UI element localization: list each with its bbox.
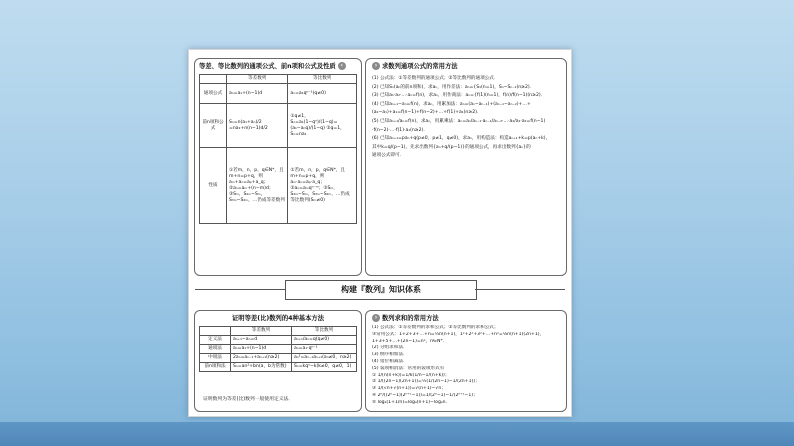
row-label: 前n项和法 — [200, 363, 231, 372]
list-item: ① 1/(n(n+k))=1/k(1/n−1/(n+k))； — [372, 372, 450, 378]
row-label: 定义法 — [200, 336, 231, 345]
list-item: (2) 分组求和法． — [372, 345, 408, 351]
list-item: (a₂−a₁)+a₁=f(n−1)+f(n−2)+…+f(1)+a₁(n≥2)． — [372, 110, 482, 116]
bottom-band — [0, 422, 794, 446]
table-cell: aₙ₊₁−aₙ=d — [231, 336, 292, 345]
table-cell: aₙ=a₁qⁿ⁻¹(q≠0) — [288, 84, 357, 104]
table-header-cell: 等比数列 — [288, 75, 357, 84]
table-cell: aₙ=a₁+(n−1)d — [231, 345, 292, 354]
summation-list — [372, 325, 561, 407]
table-cell: aₙ=a₁·qⁿ⁻¹ — [291, 345, 356, 354]
table-cell: ①q≠1，Sₙ=a₁(1−qⁿ)/(1−q)=(a₁−aₙq)/(1−q) ②q=1，Sₙ=na₁ — [288, 104, 357, 148]
knowledge-sheet — [188, 49, 572, 417]
row-label: 通项法 — [200, 345, 231, 354]
panel-arithmetic-geometric-formulas — [194, 58, 362, 276]
table-header-cell — [200, 75, 227, 84]
proof-table — [199, 326, 357, 372]
banner-divider-left — [195, 289, 285, 290]
chevron-right-icon: › — [372, 314, 380, 322]
panel-title-text: 数列求和的常用方法 — [382, 315, 439, 322]
list-item: (4) 错位相减法． — [372, 358, 408, 364]
table-row — [200, 345, 357, 354]
formula-table — [199, 74, 357, 224]
panel-proof-methods — [194, 310, 362, 412]
table-cell: aₙ=a₁+(n−1)d — [227, 84, 288, 104]
table-cell: Sₙ=an²+bn(a，b为常数) — [231, 363, 292, 372]
list-item: (3) 已知a₁·a₂·…·aₙ=f(n)，求aₙ，用作商法：aₙ={f(1)(n=1)，f(n)/f(n−1)(n≥2)． — [372, 93, 546, 99]
table-row — [200, 84, 357, 104]
table-row — [200, 336, 357, 345]
list-item: ③ 1/(√n+√(n+1))=√(n+1)−√n； — [372, 386, 446, 392]
row-label: 中项法 — [200, 354, 231, 363]
list-item: (1) 公式法：①等差数列的求和公式；②等比数列的求和公式； — [372, 325, 499, 330]
table-header-cell: 等比数列 — [291, 327, 356, 336]
list-item: 其中k=q/(p−1)，先求出数列{aₙ+q/(p−1)}的通项公式，再求出数列{aₙ}的 — [372, 144, 531, 150]
table-row — [200, 354, 357, 363]
table-cell: Sₙ=kqⁿ−k(k≠0，q≠0，1) — [291, 363, 356, 372]
list-item: (5) 已知aₙ₊₁/aₙ=f(n)，求aₙ，用累乘法：aₙ=aₙ/aₙ₋₁·aₙ₋₁/aₙ₋₂·…·a₂/a₁·a₁=f(n−1) — [372, 118, 546, 124]
table-cell: aₙ₊₁/aₙ=q(q≠0) — [291, 336, 356, 345]
list-item: (1) 公式法：①等差数列的通项公式；②等比数列的通项公式． — [372, 76, 499, 81]
list-item: (4) 已知aₙ₊₁−aₙ=f(n)，求aₙ，用累加法：aₙ=(aₙ−aₙ₋₁)+(aₙ₋₁−aₙ₋₂)+…+ — [372, 101, 531, 107]
table-cell: ①若m，n，p，q∈N*，且m+n=p+q，则aₘ+aₙ=aₚ+a_q；②aₙ=aₘ+(n−m)d；③Sₘ，S₂ₘ−Sₘ，S₃ₘ−S₂ₘ，…仍成等差数列 — [227, 148, 288, 224]
list-item: ⑤ logₐ(1+1/n)=logₐ(n+1)−logₐn． — [372, 399, 451, 405]
list-item: (2) 已知Sₙ(aₙ的前n项和)，求aₙ，用作差法：aₙ={S₁(n=1)，Sₙ−Sₙ₋₁(n≥2)． — [372, 84, 535, 90]
chevron-right-icon: › — [372, 62, 380, 70]
table-row — [200, 363, 357, 372]
panel-title — [370, 313, 562, 324]
row-label: 前n项和公式 — [200, 104, 227, 148]
panel-title-text: 等差、等比数列的通项公式、前n项和公式及性质 — [199, 63, 336, 70]
table-header-cell: 等差数列 — [227, 75, 288, 84]
list-item: (3) 倒序相加法． — [372, 352, 408, 358]
row-label: 通项公式 — [200, 84, 227, 104]
list-item: (6) 已知aₙ₊₁=paₙ+q(p≠0，p≠1，q≠0)，求aₙ，用构造法：构造aₙ₊₁+k=p(aₙ+k)， — [372, 136, 551, 142]
chevron-left-icon: ‹ — [338, 62, 346, 70]
panel-title — [199, 313, 357, 324]
table-header-cell — [200, 327, 231, 336]
table-row — [200, 148, 357, 224]
list-item: (5) 裂项相消法：常用的裂项形式有 — [372, 365, 445, 371]
panel-title-text: 证明等差(比)数列的4种基本方法 — [232, 315, 324, 322]
list-item: ④ 2ⁿ/((2ⁿ−1)(2ⁿ⁺¹−1))=1/(2ⁿ−1)−1/(2ⁿ⁺¹−1)； — [372, 392, 478, 398]
panel-summation-methods — [365, 310, 567, 412]
table-cell: 2aₙ=aₙ₋₁+aₙ₊₁(n≥2) — [231, 354, 292, 363]
panel-title-text: 求数列通项公式的常用方法 — [382, 63, 458, 70]
table-header-cell: 等差数列 — [231, 327, 292, 336]
panel-title — [199, 61, 357, 72]
list-item: 通项公式即可． — [372, 153, 405, 159]
table-header-row — [200, 327, 357, 336]
proof-note: 证明数列为等差(比)数列一般使用定义法． — [203, 397, 294, 402]
table-row — [200, 104, 357, 148]
list-item: 1+3+5+…+(2n−1)=n²，n∈N*． — [372, 338, 448, 344]
row-label: 性质 — [200, 148, 227, 224]
list-item: ③常用公式：1+2+3+…+n=½n(n+1)，1²+2²+3²+…+n²=⅙n(n+1)(2n+1)， — [372, 331, 545, 337]
panel-general-term-methods — [365, 58, 567, 276]
table-header-row — [200, 75, 357, 84]
method-list — [372, 75, 561, 161]
table-cell: Sₙ=n(a₁+aₙ)/2 =na₁+n(n−1)d/2 — [227, 104, 288, 148]
list-item: ·f(n−2)·…·f(1)·a₁(n≥2)． — [372, 127, 428, 133]
list-item: ② 1/((2n−1)(2n+1))=½(1/(2n−1)−1/(2n+1))； — [372, 379, 480, 385]
banner-divider-right — [475, 289, 565, 290]
table-cell: aₙ²=aₙ₋₁aₙ₊₁(aₙ≠0，n≥2) — [291, 354, 356, 363]
table-cell: ①若m，n，p，q∈N*，且m+n=p+q，则aₘ·aₙ=aₚ·a_q；②aₙ=aₘqⁿ⁻ᵐ；③Sₘ，S₂ₘ−Sₘ，S₃ₘ−S₂ₘ，…仍成等比数列(Sₘ≠0) — [288, 148, 357, 224]
center-banner: 构建『数列』知识体系 — [285, 280, 477, 300]
panel-title — [370, 61, 562, 72]
